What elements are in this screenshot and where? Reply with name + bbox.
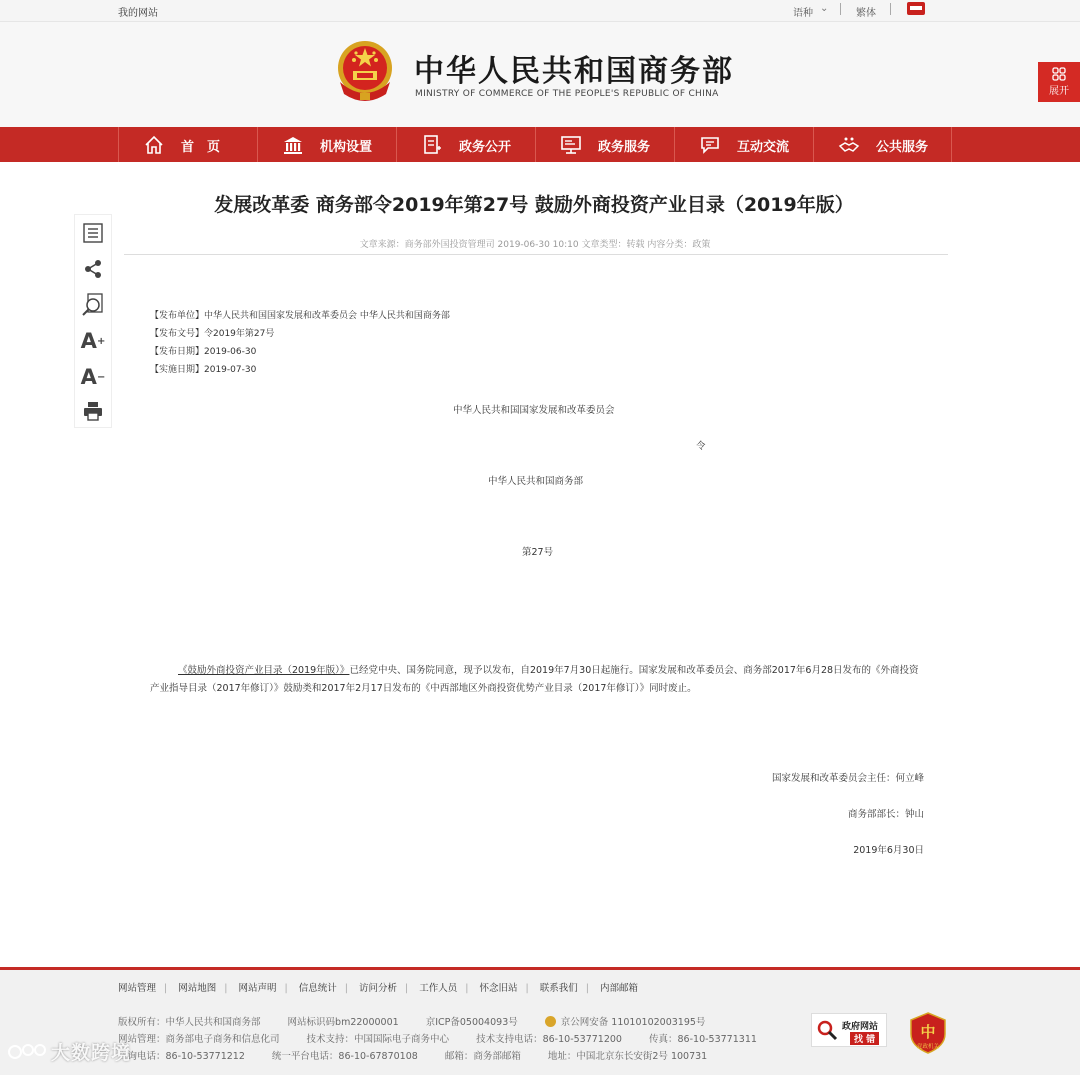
footer-text[interactable]: 京ICP备05004093号 — [425, 1017, 518, 1028]
divider — [124, 254, 948, 255]
top-utility-bar — [0, 0, 1080, 22]
my-site-link[interactable]: 我的网站 — [118, 8, 158, 19]
article-title: 发展改革委 商务部令2019年第27号 鼓励外商投资产业目录（2019年版） — [214, 194, 854, 216]
divider — [890, 3, 891, 15]
site-header — [0, 22, 1080, 127]
watermark-logo-icon — [8, 1042, 48, 1062]
issuer-line-2: 中华人民共和国商务部 — [488, 476, 584, 487]
footer-links: 网站管理 | 网站地图 | 网站声明 | 信息统计 | 访问分析 | 工作人员 | 怀念旧站 | 联系我们 | 内部邮箱 — [118, 983, 639, 994]
main-nav — [0, 127, 1080, 162]
ministry-title-en: MINISTRY OF COMMERCE OF THE PEOPLE'S REPUBLIC OF CHINA — [415, 89, 719, 99]
nav-item-public-services[interactable] — [813, 127, 952, 162]
footer-link[interactable]: 网站地图 — [178, 983, 217, 994]
divider — [840, 3, 841, 15]
info-publish-date: 【发布日期】2019-06-30 — [150, 347, 257, 357]
footer-text: 咨询电话：86-10-53771212 — [118, 1051, 245, 1062]
ministry-title-cn: 中华人民共和国商务部 — [414, 54, 734, 89]
footer-link[interactable]: 访问分析 — [359, 983, 398, 994]
footer-copyright-line — [118, 1014, 729, 1028]
expand-button[interactable] — [1038, 62, 1080, 102]
nav-item-organization[interactable] — [257, 127, 396, 162]
home-icon — [143, 134, 165, 156]
footer-text: 地址：中国北京东长安街2号 100731 — [547, 1051, 708, 1062]
footer-link[interactable]: 信息统计 — [298, 983, 337, 994]
footer-link[interactable]: 联系我们 — [539, 983, 578, 994]
print-icon[interactable] — [75, 393, 111, 429]
nav-item-gov-affairs[interactable] — [396, 127, 535, 162]
footer-text: 技术支持电话：86-10-53771200 — [476, 1034, 622, 1045]
footer-text: 网站标识码bm22000001 — [287, 1017, 399, 1028]
footer-text: 统一平台电话：86-10-67870108 — [271, 1051, 418, 1062]
footer-link[interactable]: 内部邮箱 — [600, 983, 639, 994]
signature-mofcom: 商务部部长：钟山 — [847, 809, 924, 820]
footer-text: 传真：86-10-53771311 — [649, 1034, 757, 1045]
party-gov-badge-icon[interactable] — [909, 1012, 947, 1054]
watermark — [8, 1038, 131, 1065]
nav-item-label: 机构设置 — [320, 140, 373, 155]
language-selector[interactable]: 语种 — [793, 8, 813, 19]
magnifier-icon — [816, 1019, 838, 1041]
svg-text:中: 中 — [920, 1023, 936, 1041]
nav-item-gov-services[interactable] — [535, 127, 674, 162]
footer-link[interactable]: 网站声明 — [238, 983, 277, 994]
nav-item-interaction[interactable] — [674, 127, 813, 162]
font-decrease-icon[interactable]: A − — [80, 365, 106, 389]
share-icon[interactable] — [75, 251, 111, 287]
nav-item-label: 首 页 — [181, 140, 221, 155]
info-effective-date: 【实施日期】2019-07-30 — [150, 365, 257, 375]
party-badge-text: 党政机关 — [916, 1044, 940, 1050]
body-text: 已经党中央、国务院同意，现予以发布，自2019年7月30日起施行。国家发展和改革委员会、商务部2017年6月28日发布的《外商投资产业指导目录（2017年修订）》鼓励类和2017年2月17日发布的《中西部地区外商投资优势产业目录（2017年修订）》同时废止。 — [150, 665, 919, 694]
national-emblem-icon — [334, 38, 396, 102]
footer-contact-line — [118, 1048, 731, 1062]
info-issuer: 【发布单位】中华人民共和国国家发展和改革委员会 中华人民共和国商务部 — [150, 311, 450, 321]
footer-text: 技术支持：中国国际电子商务中心 — [306, 1034, 450, 1045]
article-body — [150, 662, 926, 698]
watermark-text: 大数跨境 — [51, 1042, 132, 1064]
footer-link[interactable]: 工作人员 — [419, 983, 458, 994]
police-badge-icon — [545, 1016, 556, 1027]
gov-site-find-error-button[interactable] — [811, 1013, 887, 1047]
find-error-tag: 找 错 — [850, 1032, 879, 1045]
nav-item-label: 互动交流 — [737, 140, 790, 155]
footer-text: 版权所有：中华人民共和国商务部 — [118, 1017, 261, 1028]
order-number: 第27号 — [522, 547, 554, 558]
chat-icon — [699, 134, 721, 156]
nav-item-label: 政务服务 — [598, 140, 651, 155]
user-card-icon[interactable] — [907, 2, 925, 15]
font-letter: A — [80, 329, 97, 353]
order-char: 令 — [696, 441, 706, 452]
footer-text[interactable]: 邮箱：商务部邮箱 — [444, 1051, 521, 1062]
footer-link[interactable]: 怀念旧站 — [479, 983, 518, 994]
issuer-line-1: 中华人民共和国国家发展和改革委员会 — [453, 405, 615, 416]
signature-date: 2019年6月30日 — [853, 845, 924, 856]
expand-label: 展开 — [1049, 86, 1069, 97]
search-doc-icon[interactable] — [75, 287, 111, 323]
traditional-chinese-link[interactable]: 繁体 — [856, 8, 876, 19]
nav-item-home[interactable] — [118, 127, 257, 162]
site-footer — [0, 967, 1080, 1075]
footer-text[interactable]: 京公网安备 11010102003195号 — [545, 1017, 706, 1028]
footer-management-line — [118, 1031, 781, 1045]
building-icon — [282, 134, 304, 156]
font-increase-icon[interactable]: A + — [80, 329, 106, 353]
document-icon — [421, 134, 443, 156]
font-letter: A — [80, 365, 97, 389]
info-doc-number: 【发布文号】令2019年第27号 — [150, 329, 275, 339]
footer-link[interactable]: 网站管理 — [118, 983, 157, 994]
article-meta: 文章来源：商务部外国投资管理司 2019-06-30 10:10 文章类型：转载 内容分类：政策 — [359, 240, 711, 250]
catalogue-link[interactable]: 《鼓励外商投资产业目录（2019年版）》 — [178, 665, 350, 676]
nav-item-label: 政务公开 — [459, 140, 512, 155]
grid-icon — [1052, 67, 1066, 81]
find-error-label: 政府网站 — [842, 1022, 879, 1032]
nav-item-label: 公共服务 — [876, 140, 929, 155]
chevron-down-icon[interactable]: ⌄ — [820, 3, 829, 14]
handshake-icon — [838, 134, 860, 156]
footer-text: 网站管理：商务部电子商务和信息化司 — [118, 1034, 280, 1045]
monitor-icon — [560, 134, 582, 156]
signature-ndrc: 国家发展和改革委员会主任：何立峰 — [771, 773, 924, 784]
